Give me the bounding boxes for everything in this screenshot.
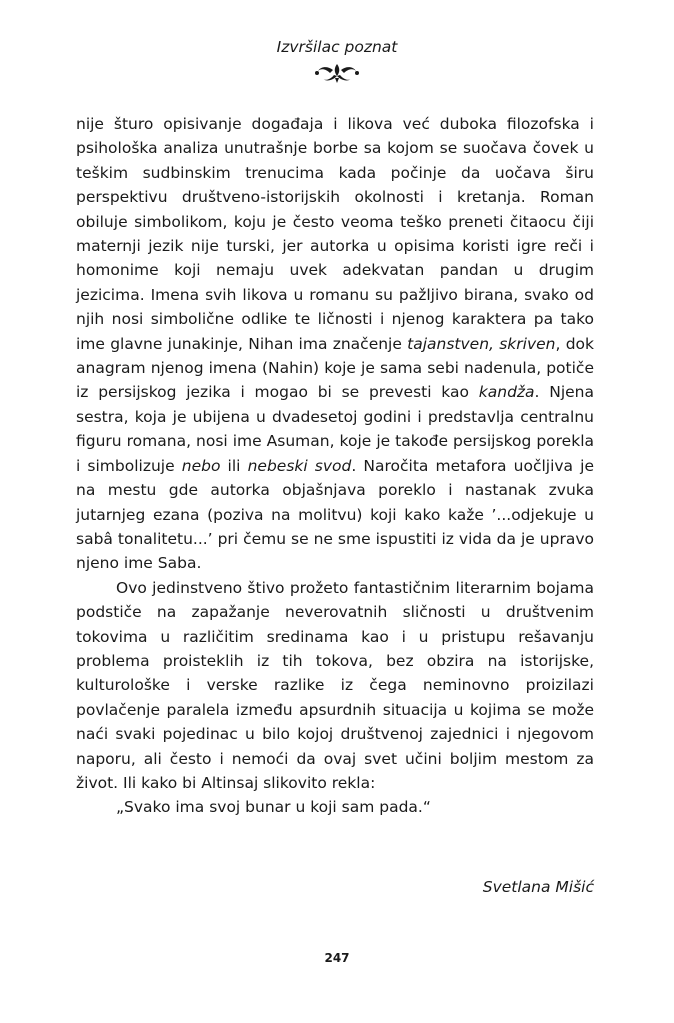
text-run: ili bbox=[220, 456, 248, 475]
italic-term: nebeski svod bbox=[247, 456, 352, 475]
paragraph-1 bbox=[76, 112, 594, 576]
italic-term: tajanstven, skriven bbox=[407, 334, 556, 353]
body-text bbox=[76, 112, 594, 820]
text-run: nije šturo opisivanje događaja i likova već duboka filozofska i psihološka analiza unutrašnje borbe sa kojom se suočava čovek u teškim sudbinskim trenucima kada počinje da uočava širu perspektivu društveno-istorijskih okolnosti i kretanja. Roman obiluje simbolikom, koju je često veoma teško preneti čitaocu čiji maternji jezik nije turski, jer autorka u opisima koristi igre reči i homonime koji nemaju uvek adekvatan pandan u drugim jezicima. Imena svih likova u romanu su pažljivo birana, svako od njih nosi simbolične odlike te ličnosti i njenog karaktera pa tako ime glavne junakinje, Nihan ima značenje bbox=[76, 115, 594, 353]
author-signature: Svetlana Mišić bbox=[482, 878, 594, 896]
fleuron-ornament-icon bbox=[313, 62, 361, 84]
running-header-title: Izvršilac poznat bbox=[276, 38, 398, 56]
closing-quote: „Svako ima svoj bunar u koji sam pada.“ bbox=[116, 798, 431, 817]
paragraph-2: Ovo jedinstveno štivo prožeto fantastičnim literarnim bojama podstiče na zapažanje neverovatnih sličnosti u društvenim tokovima u različitim sredinama kao i u pristupu rešavanju problema proisteklih iz tih tokova, bez obzira na istorijske, kulturološke i verske razlike iz čega neminovno proizilazi povlačenje paralela između apsurdnih situacija u kojima se može naći svaki pojedinac u bilo kojoj društvenoj zajednici i njegovom naporu, ali često i nemoći da ovaj svet učini boljim mestom za život. Ili kako bi Altinsaj slikovito rekla: bbox=[76, 578, 594, 792]
text-run: . Naročita metafora uočljiva je na mestu gde autorka objašnjava poreklo i nastanak zvuka jutarnjeg ezana (poziva na molitvu) koji kako kaže ’...odjekuje u sabâ tonalitetu...’ pri čemu se ne sme ispustiti iz vida da je upravo njeno ime Saba. bbox=[76, 456, 595, 573]
text-run: . Njena sestra, koja je ubijena u dvadesetoj godini i predstavlja centralnu figuru romana, nosi ime Asuman, koje je takođe persijskog porekla i simbolizuje bbox=[76, 383, 594, 475]
italic-term: nebo bbox=[181, 456, 221, 475]
text-run: , dok anagram njenog imena (Nahin) koje je sama sebi nadenula, potiče iz persijskog jezika i mogao bi se prevesti kao bbox=[76, 334, 594, 402]
italic-term: kandža bbox=[478, 383, 535, 402]
page-number: 247 bbox=[324, 951, 350, 965]
